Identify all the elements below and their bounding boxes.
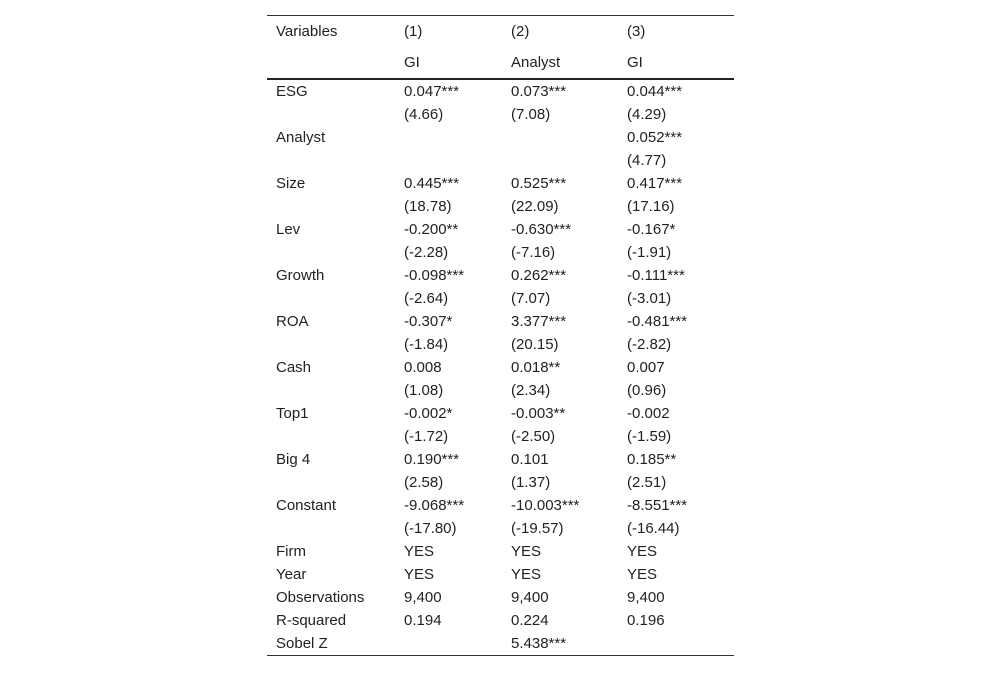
table-row xyxy=(267,149,734,172)
table-row xyxy=(267,632,734,655)
table-cell: (-2.50) xyxy=(511,428,556,445)
table-cell: (-7.16) xyxy=(511,244,556,261)
table-cell: (1.08) xyxy=(404,382,444,399)
table-row xyxy=(267,172,734,195)
table-cell: (4.66) xyxy=(404,106,444,123)
table-row xyxy=(267,333,734,356)
row-label: Sobel Z xyxy=(276,635,328,652)
table-cell: (-1.84) xyxy=(404,336,449,353)
row-label: Size xyxy=(276,175,306,192)
header-cell: (1) xyxy=(404,23,423,40)
table-cell: (2.58) xyxy=(404,474,444,491)
table-cell: 0.073*** xyxy=(511,83,567,100)
table-cell: -0.002 xyxy=(627,405,670,422)
table-cell: 3.377*** xyxy=(511,313,567,330)
table-row xyxy=(267,379,734,402)
table-cell: (-2.64) xyxy=(404,290,449,307)
table-cell: YES xyxy=(627,543,658,560)
table-cell: (4.29) xyxy=(627,106,667,123)
table-cell: 0.044*** xyxy=(627,83,683,100)
header-cell: (3) xyxy=(627,23,646,40)
table-cell: (2.34) xyxy=(511,382,551,399)
table-row xyxy=(267,494,734,517)
table-cell: -9.068*** xyxy=(404,497,465,514)
header-cell: Variables xyxy=(276,23,338,40)
table-cell: (-1.59) xyxy=(627,428,672,445)
bottom-rule xyxy=(267,655,734,656)
table-cell: (-19.57) xyxy=(511,520,564,537)
table-cell: (0.96) xyxy=(627,382,667,399)
header-row-2 xyxy=(267,47,734,78)
row-label xyxy=(267,425,404,448)
table-cell: YES xyxy=(511,543,542,560)
table-cell: (18.78) xyxy=(404,198,452,215)
table-cell: 0.185** xyxy=(627,451,677,468)
table-cell: 0.047*** xyxy=(404,83,460,100)
table-cell: -0.167* xyxy=(627,221,676,238)
row-label: Firm xyxy=(276,543,306,560)
table-cell: YES xyxy=(511,566,542,583)
table-cell: 0.190*** xyxy=(404,451,460,468)
row-label xyxy=(267,471,404,494)
table-cell: 0.194 xyxy=(404,612,442,629)
table-cell: (7.08) xyxy=(511,106,551,123)
table-row xyxy=(267,586,734,609)
table-cell: (-3.01) xyxy=(627,290,672,307)
table-cell: -0.111*** xyxy=(627,267,685,284)
table-row xyxy=(267,402,734,425)
table-row xyxy=(267,287,734,310)
table-cell: (-1.91) xyxy=(627,244,672,261)
row-label xyxy=(267,287,404,310)
table-cell: 0.224 xyxy=(511,612,549,629)
table-row xyxy=(267,195,734,218)
table-cell: (-2.82) xyxy=(627,336,672,353)
table-row xyxy=(267,126,734,149)
table-cell: -8.551*** xyxy=(627,497,688,514)
row-label xyxy=(267,195,404,218)
table-cell: -0.003** xyxy=(511,405,566,422)
row-label xyxy=(267,379,404,402)
row-label: Observations xyxy=(276,589,365,606)
header-cell xyxy=(267,47,404,78)
header-cell: (2) xyxy=(511,23,530,40)
table-cell xyxy=(404,149,511,172)
table-cell: -0.481*** xyxy=(627,313,688,330)
row-label: R-squared xyxy=(276,612,347,629)
table-cell: -0.200** xyxy=(404,221,459,238)
regression-table xyxy=(267,15,734,656)
table-cell xyxy=(404,126,511,149)
table-cell: (22.09) xyxy=(511,198,559,215)
table-cell: 9,400 xyxy=(627,589,665,606)
row-label: ROA xyxy=(276,313,309,330)
row-label: Year xyxy=(276,566,307,583)
table-row xyxy=(267,471,734,494)
table-cell: 9,400 xyxy=(511,589,549,606)
table-cell: YES xyxy=(627,566,658,583)
row-label: Analyst xyxy=(276,129,326,146)
table-cell: -0.307* xyxy=(404,313,453,330)
table-row xyxy=(267,425,734,448)
table-row xyxy=(267,264,734,287)
table-cell: (7.07) xyxy=(511,290,551,307)
table-cell: 9,400 xyxy=(404,589,442,606)
table-cell xyxy=(511,149,627,172)
table-cell: 0.262*** xyxy=(511,267,567,284)
table-row xyxy=(267,448,734,471)
row-label xyxy=(267,241,404,264)
table-cell: YES xyxy=(404,566,435,583)
row-label xyxy=(267,333,404,356)
table-cell: (-16.44) xyxy=(627,520,680,537)
row-label xyxy=(267,149,404,172)
row-label: Constant xyxy=(276,497,337,514)
header-cell: GI xyxy=(627,54,643,71)
row-label xyxy=(267,517,404,540)
header-cell: Analyst xyxy=(511,54,561,71)
table-cell: (-1.72) xyxy=(404,428,449,445)
table-cell: (20.15) xyxy=(511,336,559,353)
table-cell: (-17.80) xyxy=(404,520,457,537)
table-cell xyxy=(404,632,511,655)
row-label: Big 4 xyxy=(276,451,311,468)
table-cell: (1.37) xyxy=(511,474,551,491)
table-row xyxy=(267,241,734,264)
row-label: Cash xyxy=(276,359,312,376)
table-cell: YES xyxy=(404,543,435,560)
table-row xyxy=(267,218,734,241)
row-label: Growth xyxy=(276,267,325,284)
table-cell: 0.196 xyxy=(627,612,665,629)
table-row xyxy=(267,103,734,126)
header-cell: GI xyxy=(404,54,420,71)
table-cell: (17.16) xyxy=(627,198,675,215)
table-cell xyxy=(627,632,734,655)
table-row xyxy=(267,356,734,379)
table-cell: -0.630*** xyxy=(511,221,572,238)
table-cell: -10.003*** xyxy=(511,497,580,514)
table-cell: (-2.28) xyxy=(404,244,449,261)
table-cell: (2.51) xyxy=(627,474,667,491)
table-cell: -0.002* xyxy=(404,405,453,422)
row-label: Top1 xyxy=(276,405,309,422)
table-cell: -0.098*** xyxy=(404,267,465,284)
table-cell: 0.052*** xyxy=(627,129,683,146)
header-row-1 xyxy=(267,16,734,47)
table-row xyxy=(267,310,734,333)
table-cell: 0.007 xyxy=(627,359,665,376)
table-row xyxy=(267,609,734,632)
table-cell: 5.438*** xyxy=(511,635,567,652)
row-label: Lev xyxy=(276,221,301,238)
table-row xyxy=(267,563,734,586)
table-cell: 0.018** xyxy=(511,359,561,376)
table-cell xyxy=(511,126,627,149)
table-cell: 0.008 xyxy=(404,359,442,376)
table-row xyxy=(267,80,734,103)
table-cell: (4.77) xyxy=(627,152,667,169)
table-row xyxy=(267,540,734,563)
table-cell: 0.417*** xyxy=(627,175,683,192)
table-row xyxy=(267,517,734,540)
row-label: ESG xyxy=(276,83,308,100)
table-cell: 0.101 xyxy=(511,451,549,468)
table-cell: 0.525*** xyxy=(511,175,567,192)
row-label xyxy=(267,103,404,126)
table-body xyxy=(267,80,734,655)
table-cell: 0.445*** xyxy=(404,175,460,192)
